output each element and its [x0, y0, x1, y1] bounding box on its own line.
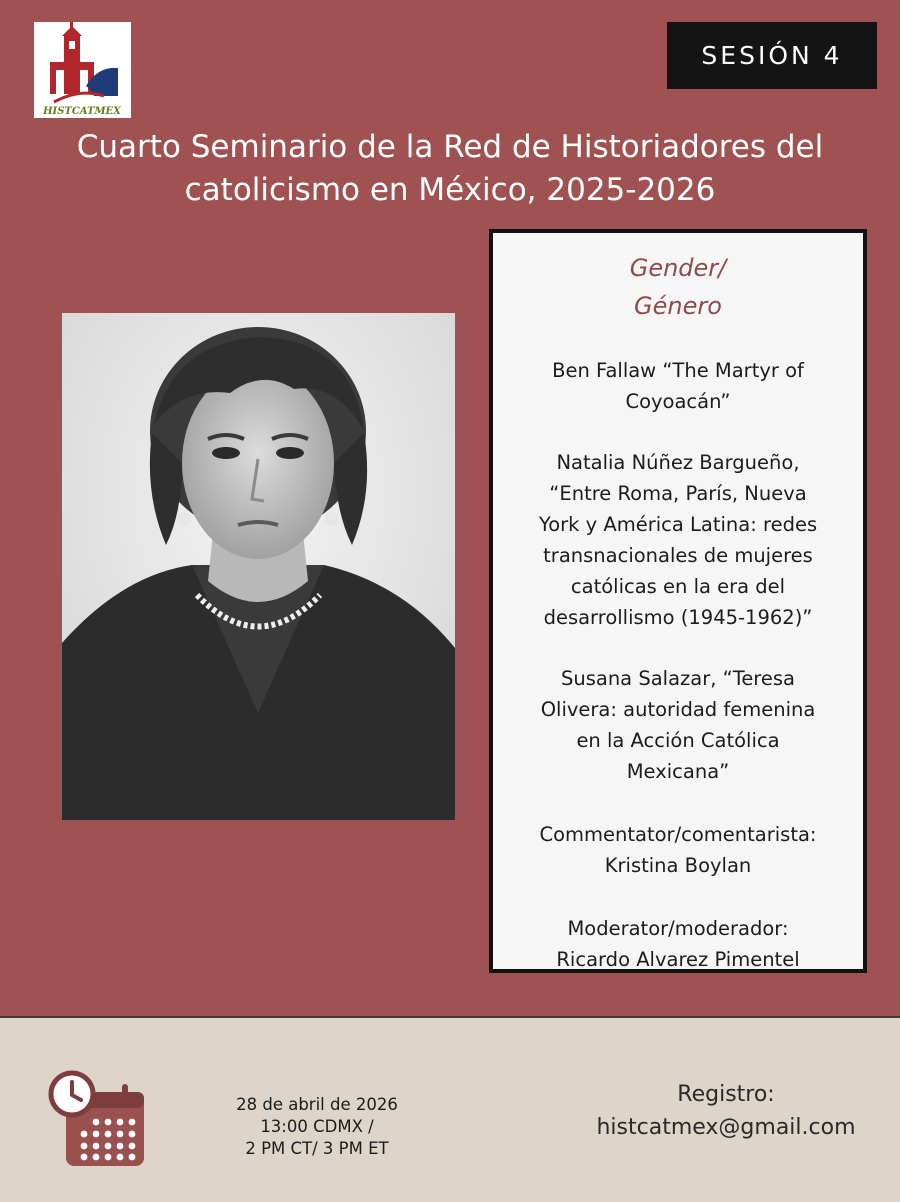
portrait-photo: [62, 313, 455, 820]
paper-line: Olivera: autoridad femenina: [540, 698, 816, 721]
event-schedule: [192, 1094, 442, 1160]
event-time: 13:00 CDMX /: [260, 1117, 374, 1136]
commentator-entry: [501, 819, 855, 881]
session-badge: SESIÓN 4: [667, 22, 877, 89]
paper-line: Mexicana”: [626, 760, 730, 783]
paper-entry: [501, 355, 855, 417]
event-date: 28 de abril de 2026: [236, 1095, 398, 1114]
registration-info: [576, 1078, 876, 1144]
calendar-clock-icon: [48, 1070, 148, 1170]
session-theme: [493, 249, 863, 325]
paper-line: católicas en la era del: [570, 575, 786, 598]
seminar-title-line: Cuarto Seminario de la Red de Historiadores del: [76, 129, 824, 165]
paper-line: Coyoacán”: [625, 390, 731, 413]
paper-line: desarrollismo (1945-1962)”: [543, 606, 813, 629]
moderator-entry: [501, 913, 855, 975]
logo-wordmark: HISTCATMEX: [43, 106, 121, 117]
registration-email[interactable]: histcatmex@gmail.com: [596, 1115, 856, 1140]
moderator-name: Ricardo Alvarez Pimentel: [556, 948, 800, 971]
program-panel: [489, 229, 867, 973]
theme-line: Género: [634, 292, 722, 320]
paper-entry: [501, 663, 855, 787]
event-time-us: 2 PM CT/ 3 PM ET: [245, 1139, 389, 1158]
paper-line: transnacionales de mujeres: [543, 544, 813, 567]
paper-line: York y América Latina: redes: [538, 513, 818, 536]
church-logo-icon: [34, 22, 131, 118]
theme-line: Gender/: [629, 254, 727, 282]
footer-band: [0, 1016, 900, 1202]
paper-line: “Entre Roma, París, Nueva: [549, 482, 807, 505]
paper-line: Susana Salazar, “Teresa: [560, 667, 796, 690]
histcatmex-logo: [34, 22, 131, 118]
paper-entry: [501, 447, 855, 633]
seminar-title-line: catolicismo en México, 2025-2026: [184, 172, 716, 208]
commentator-role: Commentator/comentarista:: [539, 823, 817, 846]
registration-label: Registro:: [677, 1082, 775, 1107]
paper-line: Natalia Núñez Bargueño,: [556, 451, 800, 474]
commentator-name: Kristina Boylan: [604, 854, 752, 877]
paper-line: en la Acción Católica: [576, 729, 780, 752]
moderator-role: Moderator/moderador:: [567, 917, 789, 940]
seminar-title: [0, 126, 900, 212]
portrait-image: [62, 313, 455, 820]
paper-line: Ben Fallaw “The Martyr of: [552, 359, 804, 382]
